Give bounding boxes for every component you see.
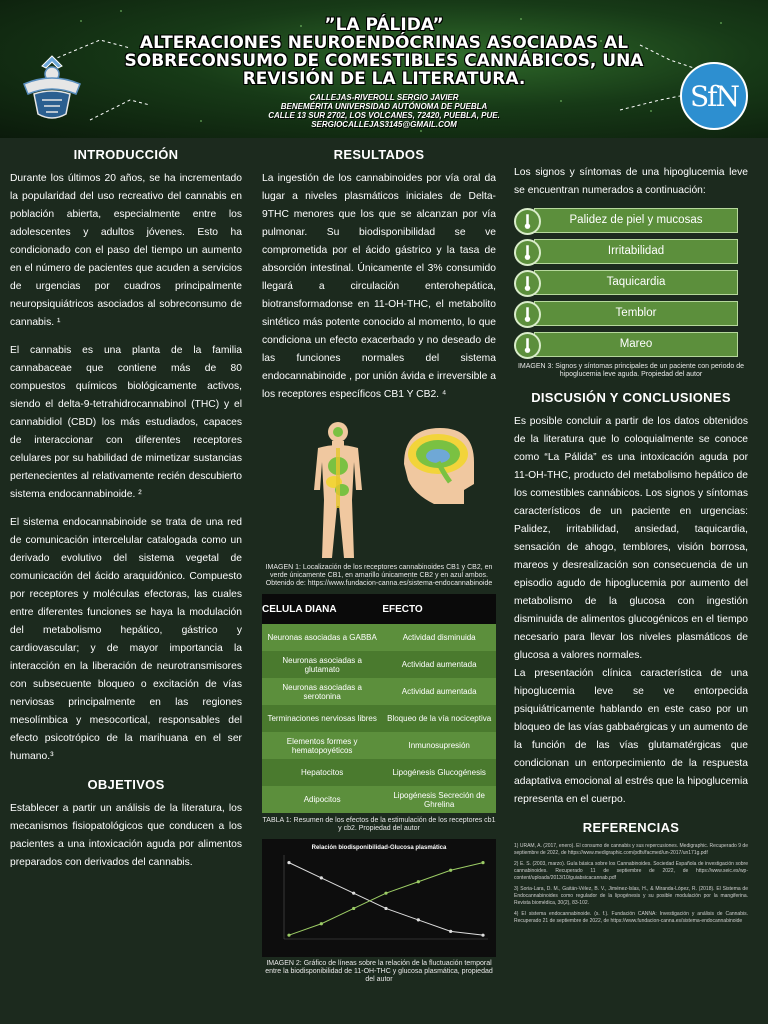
series-1-point [417, 880, 420, 883]
table-cell: Elementos formes y hematopoyéticos [262, 732, 382, 759]
table-row [262, 732, 496, 759]
objetivos-paragraph: Establecer a partir un análisis de la literatura, los mecanismos fisiopatológicos que conducen a los pacientes a una intoxicación aguda por alimentos preparados con derivados del cannabis. [10, 803, 242, 868]
series-0-point [384, 907, 387, 910]
series-0-point [481, 934, 484, 937]
reference-item: 3) Soria-Lara, D. M., Gaitán-Vélez, B. V., Jiménez-Islas, H., & Miranda-López, R. (2018). El Sistema de Endocannabinoides como regulador de la lipogénesis y su posible modulación por la mangiferina. Revista biomédica, 30(2), 83-102. [514, 886, 748, 906]
thermometer-icon [514, 239, 541, 266]
line-chart-svg [262, 839, 496, 957]
table-cell: Actividad aumentada [382, 678, 496, 705]
university-crest-logo [14, 50, 90, 126]
title-line: REVISIÓN DE LA LITERATURA. [242, 69, 526, 89]
effects-table [262, 594, 496, 813]
table-cell: Terminaciones nerviosas libres [262, 705, 382, 732]
series-0-point [352, 892, 355, 895]
table-cell: Hepatocitos [262, 759, 382, 786]
sfn-logo [680, 62, 748, 130]
chart-title: Relación biodisponibilidad-Glucosa plasmática [311, 845, 447, 851]
table-cell: Bloqueo de la vía nociceptiva [382, 705, 496, 732]
series-1-point [320, 922, 323, 925]
sintomas-intro: Los signos y síntomas de una hipoglucemia leve se encuentran numerados a continuación: [514, 167, 748, 196]
references-list [514, 843, 748, 925]
intro-paragraph: Durante los últimos 20 años, se ha incrementado la popularidad del uso recreativo del cannabis en población abierta, especialmente entre los adolescentes y adultos jóvenes. Esto ha condicionado con el paso del tiempo un aumento en el número de pacientes que acuden a servicios de urgencias por cuadros principalmente neuropsiquiátricos asociados al sobreconsumo de cannabis. ¹ [10, 173, 242, 328]
title-line: SOBRECONSUMO DE COMESTIBLES CANNÁBICOS, UNA [124, 51, 644, 71]
symptom-label: Palidez de piel y mucosas [534, 208, 738, 233]
symptom-list [514, 208, 748, 357]
table1-caption: TABLA 1: Resumen de los efectos de la estimulación de los receptores cb1 y cb2. Propiedad del autor [262, 817, 496, 832]
reference-item: 1) URAM, A. (2017, enero). El consumo de cannabis y sus repercusiones. Medigraphic. Recuperado 9 de septiembre de 2022, de https://www.medigraphic.com/pdfs/facmed/un-2017/un171g.pdf [514, 843, 748, 856]
series-0-point [417, 918, 420, 921]
symptom-item [514, 270, 748, 295]
institution: BENEMÉRITA UNIVERSIDAD AUTÓNOMA DE PUEBLA [280, 102, 488, 111]
table-cell: Lipogénesis Secreción de Ghrelina [382, 786, 496, 813]
line-chart [262, 839, 496, 957]
reference-item: 2) E. S. (2003, marzo). Guía básica sobre los Cannabinoides. Sociedad Española de investigación sobre cannabinoides. Recuperado 11 de septiembre de 2022, de https://www.seic.es/wp-content/uploads/2013/10/guiabsicacannab.pdf [514, 861, 748, 881]
table-row [262, 678, 496, 705]
series-1-point [384, 892, 387, 895]
body-brain-illustration [262, 414, 496, 564]
reference-item: 4) El sistema endocannabinoide. (s. f.). Fundación CANNA: Investigación y análisis de Cannabis. Recuperado 21 de septiembre de 2022, de https://www.fundacion-canna.es/sistema-endocannabinoide [514, 911, 748, 924]
table-row [262, 759, 496, 786]
author-affiliation [110, 93, 658, 129]
series-line-0 [289, 863, 483, 936]
symptom-label: Temblor [534, 301, 738, 326]
poster-title-block [110, 16, 658, 129]
table-row [262, 651, 496, 678]
discusion-paragraph: Es posible concluir a partir de los datos obtenidos de la literatura que lo coloquialmente se conoce como “La Pálida” es una intoxicación aguda por 11-OH-THC, producto del metabolismo hepático de los comestibles cannábicos. Los signos y síntomas característicos de un paciente en urgencias: Palidez, irritabilidad, ansiedad, taquicardia, sensación de ahogo, temblores, visión borrosa, mareos y desrealización son consecuencia de un episodio agudo de hipoglucemia por aumento del metabolismo de la glucosa con ingestión disminuida de alimentos glucogénicos en el tiempo necesario para llevar los niveles plasmáticos de glucosa a valores normales. [514, 416, 748, 661]
figure1-caption: IMAGEN 1: Localización de los receptores cannabinoides CB1 y CB2, en verde únicamente CB1, en amarillo únicamente CB2 y en azul ambos. Obtenido de: https://www.fundacion-canna.es/sistema-endocannabinoide [265, 564, 493, 587]
series-1-point [287, 934, 290, 937]
series-0-point [320, 876, 323, 879]
thermometer-icon [514, 208, 541, 235]
poster-header [0, 0, 768, 138]
table-cell: Neuronas asociadas a GABBA [262, 624, 382, 651]
sfn-logo-text: SfN [689, 79, 739, 113]
table-cell: Neuronas asociadas a serotonina [262, 678, 382, 705]
series-1-point [449, 869, 452, 872]
figure2-caption: IMAGEN 2: Gráfico de líneas sobre la relación de la fluctuación temporal entre la biodisponibilidad de 11-OH-THC y glucosa plasmática, propiedad del autor [265, 960, 493, 983]
series-line-1 [289, 863, 483, 936]
table-header-cell: EFECTO [382, 594, 496, 624]
thermometer-icon [514, 270, 541, 297]
table-row [262, 624, 496, 651]
series-0-point [449, 930, 452, 933]
title-line: ALTERACIONES NEUROENDÓCRINAS ASOCIADAS AL [139, 33, 629, 53]
symptom-item [514, 332, 748, 357]
table-cell: Actividad disminuida [382, 624, 496, 651]
table-row [262, 705, 496, 732]
column-left [10, 138, 242, 882]
resultados-paragraph: La ingestión de los cannabinoides por vía oral da lugar a niveles plasmáticos iniciales de Delta-9THC menores que los que se alcanzan por vía pulmonar. Su biodisponibilidad se ve comprometida por el ácido gástrico y la tasa de absorción intestinal. Únicamente el 3% consumido llegará a circulación enterohepática, biotransformadonse en 11-OH-THC, el metabolito sintético más potente conocido al momento, lo que condiciona un efecto exacerbado y no deseado de las funciones normales del sistema endocannabinoide , por unión ávida e irreversible a los receptores específicos CB1 Y CB2. ⁴ [262, 173, 496, 400]
series-1-point [481, 861, 484, 864]
symptom-item [514, 301, 748, 326]
table-header-cell: CELULA DIANA [262, 594, 382, 624]
table-cell: Neuronas asociadas a glutamato [262, 651, 382, 678]
symptom-item [514, 239, 748, 264]
table-cell: Adipocitos [262, 786, 382, 813]
author-name: CALLEJAS-RIVEROLL SERGIO JAVIER [309, 93, 459, 102]
thermometer-icon [514, 332, 541, 359]
symptom-item [514, 208, 748, 233]
symptom-label: Mareo [534, 332, 738, 357]
table-cell: Lipogénesis Glucogénesis [382, 759, 496, 786]
intro-paragraph: El sistema endocannabinoide se trata de una red de comunicación intercelular catalogada como un derivado evolutivo del sistema vegetal de comunicación del ácido araquidónico. Compuesto por receptores y moléculas efectoras, las cuales entre diferentes funciones se haya la modulación del metabolismo hepático, gástrico y cardiovascular; y de mayor importancia la interacción en la liberación de neurotransmisores con subsecuente bloqueo o excitación de vías nerviosas principalmente en las regiones mesolímbica y mesocortical, responsables del efecto psicotrópico de la marihuana en el ser humano.³ [10, 517, 242, 762]
figure3-caption: IMAGEN 3: Signos y síntomas principales de un paciente con periodo de hipoglucemia leve aguda. Propiedad del autor [517, 363, 745, 378]
table-cell: Inmunosupresión [382, 732, 496, 759]
address: CALLE 13 SUR 2702, LOS VOLCANES, 72420, PUEBLA, PUE. [268, 111, 500, 120]
column-center [262, 138, 496, 984]
receptor-figure [262, 414, 496, 564]
thermometer-icon [514, 301, 541, 328]
introduccion-title: INTRODUCCIÓN [73, 147, 179, 162]
column-right [514, 138, 748, 929]
poster-title [110, 16, 658, 88]
objetivos-title: OBJETIVOS [87, 777, 165, 792]
title-line: ”LA PÁLIDA” [324, 15, 444, 35]
symptom-label: Taquicardia [534, 270, 738, 295]
email: SERGIOCALLEJAS3145@GMAIL.COM [311, 120, 457, 129]
table-cell: Actividad aumentada [382, 651, 496, 678]
discusion-paragraph: La presentación clínica característica de una hipoglucemia leve se ve entorpecida psiquiátricamente hablando en este caso por un bloqueo de las vías gabbaérgicas y un aumento de la función de las vías glutamatérgicas que condicionan un entorpecimiento de la respuesta adaptativa emocional al estrés que la hipoglucemia representa en el cuerpo. [514, 668, 748, 805]
table-row [262, 786, 496, 813]
referencias-title: REFERENCIAS [582, 820, 680, 835]
series-0-point [287, 861, 290, 864]
symptom-label: Irritabilidad [534, 239, 738, 264]
table-header-row [262, 594, 496, 624]
series-1-point [352, 907, 355, 910]
intro-paragraph: El cannabis es una planta de la familia cannabaceae que contiene más de 80 compuestos químicos biológicamente activos, siendo el delta-9-tetrahidrocannabinol (THC) y el cannabidiol (CBD) los más estudiados, capaces de interaccionar con diferentes receptores celulares por su habilidad de mimetizar sustancias pertenecientes al relativamente recién descubierto sistema endocannabinoide. ² [10, 345, 242, 500]
discusion-title: DISCUSIÓN Y CONCLUSIONES [531, 390, 731, 405]
resultados-title: RESULTADOS [333, 147, 425, 162]
